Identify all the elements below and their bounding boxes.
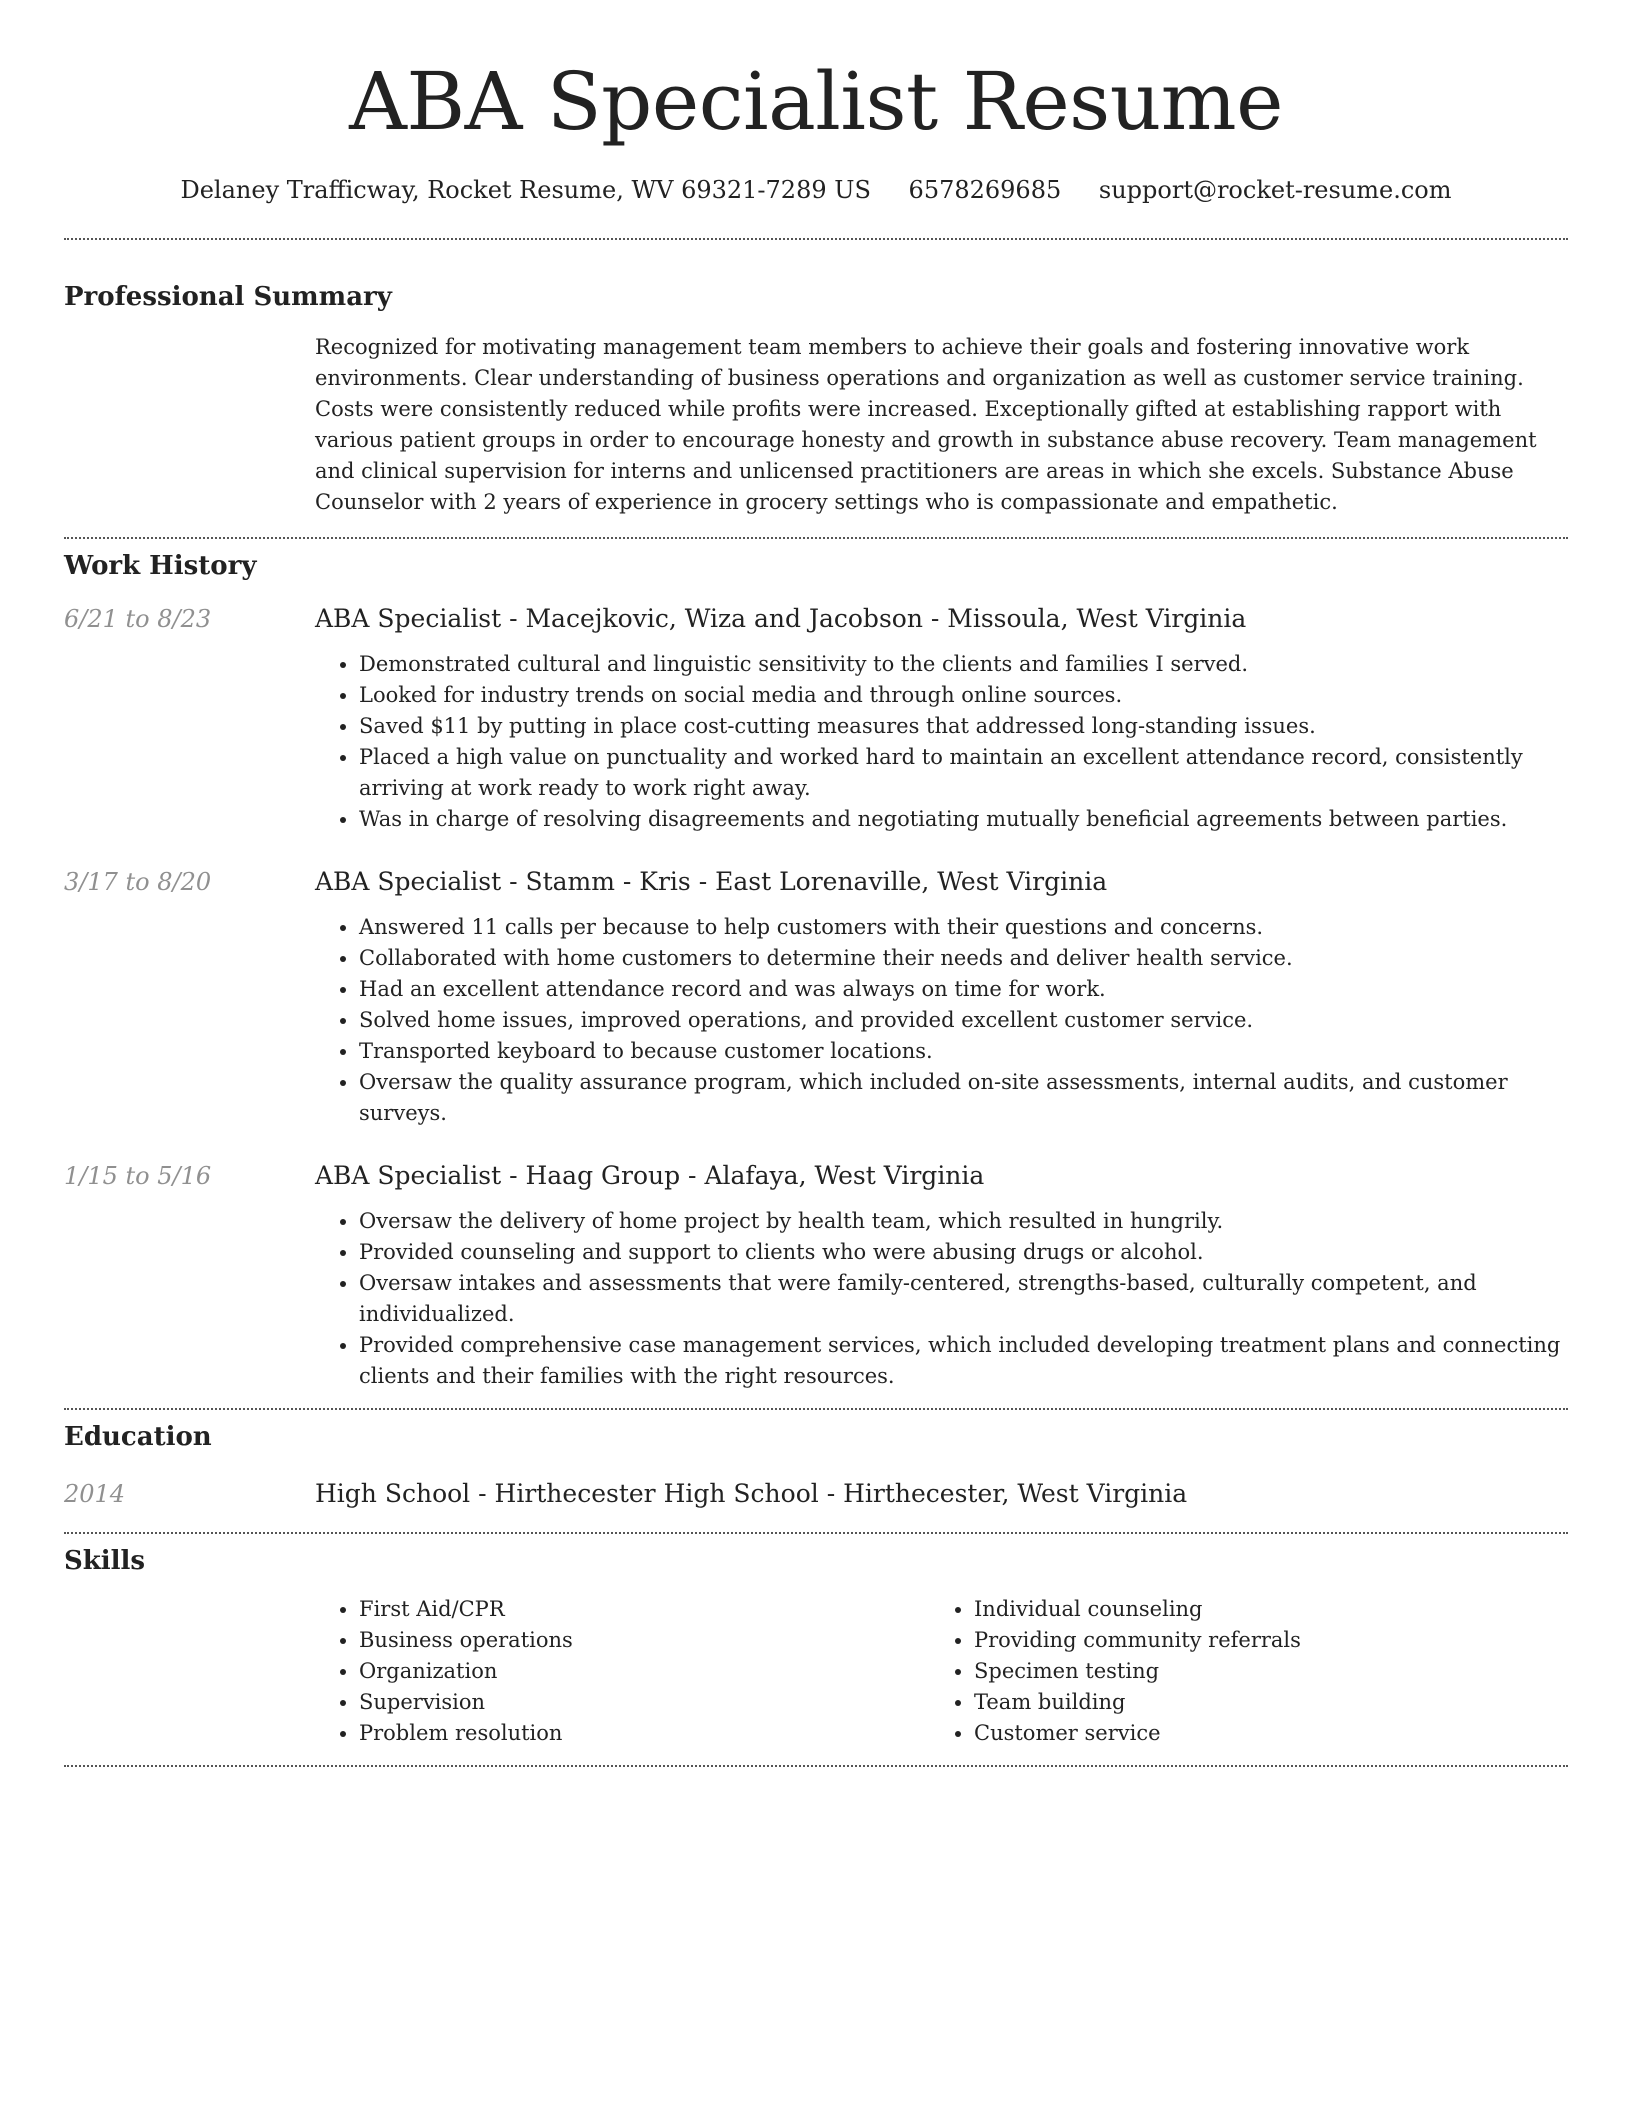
list-item: • Saved $11 by putting in place cost-cutting measures that addressed long-standing issues. [359, 711, 1568, 742]
list-item: • Oversaw the quality assurance program, which included on-site assessments, internal audits, and customer surveys. [359, 1067, 1568, 1129]
list-item: • Oversaw intakes and assessments that were family-centered, strengths-based, culturally competent, and individualized. [359, 1268, 1568, 1330]
list-item: • Demonstrated cultural and linguistic sensitivity to the clients and families I served. [359, 649, 1568, 680]
list-item: • Was in charge of resolving disagreements and negotiating mutually beneficial agreements between parties. [359, 804, 1568, 835]
skill-item: • Specimen testing [974, 1656, 1301, 1687]
skills-heading: Skills [64, 1546, 146, 1576]
summary-heading: Professional Summary [64, 282, 392, 312]
job-title: ABA Specialist - Macejkovic, Wiza and Jacobson - Missoula, West Virginia [315, 604, 1247, 633]
contact-address: Delaney Trafficway, Rocket Resume, WV 69321-7289 US [180, 176, 871, 204]
job-bullets [315, 912, 1568, 1129]
job-bullets [315, 649, 1568, 835]
education-heading: Education [64, 1422, 212, 1452]
skills-list-left [315, 1594, 930, 1749]
skills-divider [64, 1765, 1568, 1767]
job-title: ABA Specialist - Stamm - Kris - East Lorenaville, West Virginia [315, 867, 1108, 896]
job-details [315, 603, 1568, 835]
job-title: ABA Specialist - Haag Group - Alafaya, West Virginia [315, 1161, 985, 1190]
skills-row [64, 1578, 1568, 1749]
education-entry [64, 1478, 1568, 1510]
work-divider [64, 1408, 1568, 1410]
list-item: • Placed a high value on punctuality and worked hard to maintain an excellent attendance record, consistently arriving at work ready to work right away. [359, 742, 1568, 804]
job-date: 3/17 to 8/20 [64, 868, 212, 896]
job-entry [64, 1160, 1568, 1392]
summary-row [64, 314, 1568, 518]
skill-item: • Problem resolution [359, 1718, 930, 1749]
education-divider [64, 1532, 1568, 1534]
list-item: • Looked for industry trends on social media and through online sources. [359, 680, 1568, 711]
job-date: 6/21 to 8/23 [64, 605, 212, 633]
job-details [315, 866, 1568, 1129]
skill-item: • Individual counseling [974, 1594, 1301, 1625]
list-item: • Collaborated with home customers to determine their needs and deliver health service. [359, 943, 1568, 974]
skill-item: • Business operations [359, 1625, 930, 1656]
list-item: • Provided counseling and support to clients who were abusing drugs or alcohol. [359, 1237, 1568, 1268]
skills-spacer [64, 1578, 315, 1749]
skill-item: • Supervision [359, 1687, 930, 1718]
education-date: 2014 [64, 1480, 126, 1508]
summary-section [64, 280, 1568, 518]
job-entry [64, 603, 1568, 835]
contact-email: support@rocket-resume.com [1098, 176, 1452, 204]
header-divider [64, 238, 1568, 240]
list-item: • Provided comprehensive case management services, which included developing treatment plans and connecting clients and their families with the right resources. [359, 1330, 1568, 1392]
skill-item: • First Aid/CPR [359, 1594, 930, 1625]
list-item: • Transported keyboard to because customer locations. [359, 1036, 1568, 1067]
list-item: • Oversaw the delivery of home project by health team, which resulted in hungrily. [359, 1206, 1568, 1237]
skills-lists [315, 1594, 1568, 1749]
list-item: • Had an excellent attendance record and was always on time for work. [359, 974, 1568, 1005]
education-section [64, 1420, 1568, 1510]
job-date: 1/15 to 5/16 [64, 1162, 212, 1190]
job-entry [64, 866, 1568, 1129]
work-heading: Work History [64, 551, 257, 581]
skill-item: • Providing community referrals [974, 1625, 1301, 1656]
list-item: • Solved home issues, improved operations, and provided excellent customer service. [359, 1005, 1568, 1036]
work-section [64, 549, 1568, 1392]
summary-spacer [64, 314, 315, 518]
skill-item: • Customer service [974, 1718, 1301, 1749]
contact-line [64, 174, 1568, 206]
skills-section [64, 1544, 1568, 1749]
skills-list-right [930, 1594, 1301, 1749]
resume-page [64, 0, 1568, 1767]
summary-text: Recognized for motivating management team members to achieve their goals and fostering innovative work environments. Clear understanding of business operations and organization as well as customer service training. Costs were consistently reduced while profits were increased. Exceptionally gifted at establishing rapport with various patient groups in order to encourage honesty and growth in substance abuse recovery. Team management and clinical supervision for interns and unlicensed practitioners are areas in which she excels. Substance Abuse Counselor with 2 years of experience in grocery settings who is compassionate and empathetic. [315, 335, 1537, 514]
list-item: • Answered 11 calls per because to help customers with their questions and concerns. [359, 912, 1568, 943]
job-details [315, 1160, 1568, 1392]
contact-phone: 6578269685 [908, 176, 1062, 204]
education-title: High School - Hirthecester High School - Hirthecester, West Virginia [315, 1479, 1188, 1508]
summary-divider [64, 537, 1568, 539]
skill-item: • Organization [359, 1656, 930, 1687]
job-bullets [315, 1206, 1568, 1392]
skill-item: • Team building [974, 1687, 1301, 1718]
resume-title: ABA Specialist Resume [349, 55, 1283, 148]
